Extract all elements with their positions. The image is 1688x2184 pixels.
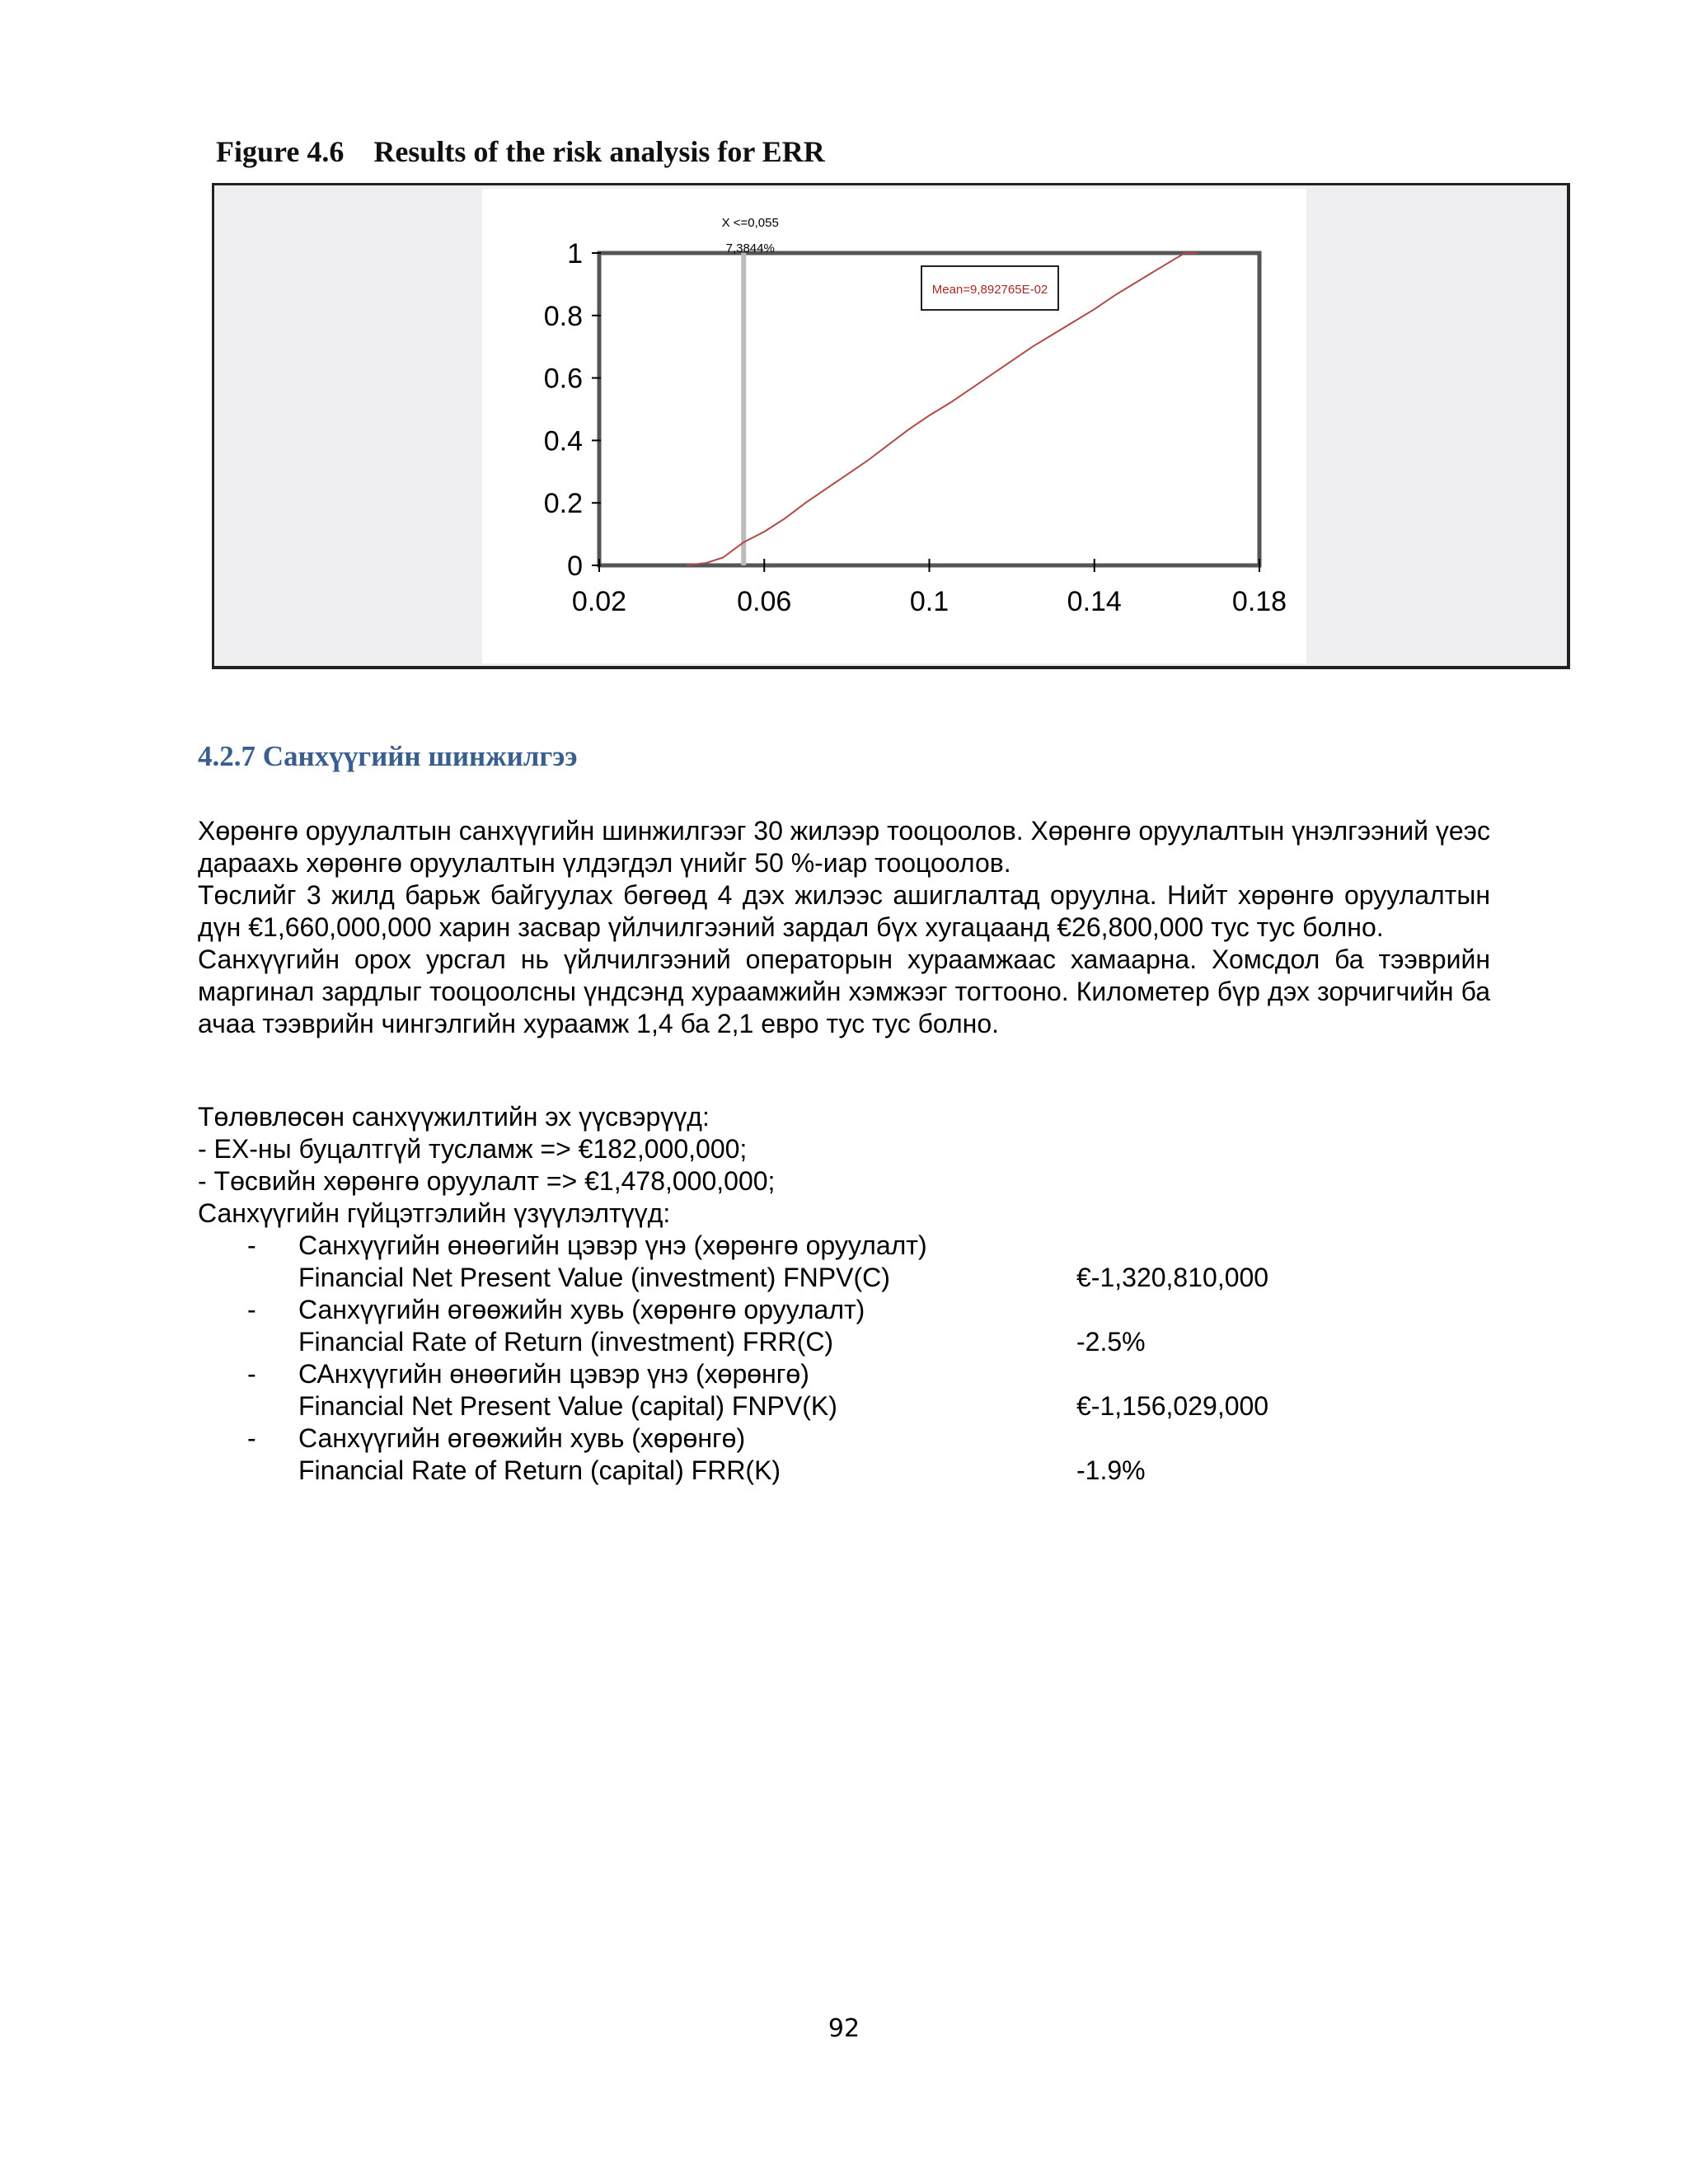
paragraph-investment: Төслийг 3 жилд барьж байгуулах бөгөөд 4 дэх жилээс ашиглалтад оруулна. Нийт хөрөнгө оруулалтын дүн €1,660,000,000 харин засвар үйлчилгээний зардал бүх хугацаанд €26,800,000 тус тус болно. bbox=[198, 880, 1490, 942]
y-tick-label: 0 bbox=[567, 551, 583, 582]
y-tick-label: 0.2 bbox=[543, 488, 583, 520]
indicator-row bbox=[198, 1294, 1490, 1358]
marker-label-percent: 7,3844% bbox=[725, 241, 775, 255]
funding-item: - ЕХ-ны буцалтгүй тусламж => €182,000,000; bbox=[198, 1134, 748, 1164]
indicator-value: -1.9% bbox=[1076, 1455, 1146, 1485]
mean-label: Mean=9,892765E-02 bbox=[931, 283, 1048, 297]
risk-analysis-chart bbox=[214, 185, 1568, 667]
indicator-value: -2.5% bbox=[1076, 1327, 1146, 1357]
list-dash: - bbox=[247, 1423, 256, 1453]
x-tick-label: 0.18 bbox=[1231, 586, 1287, 617]
figure-caption: Figure 4.6 Results of the risk analysis for ERR bbox=[216, 135, 825, 168]
marker-label-value: X <=0,055 bbox=[721, 216, 779, 230]
indicators-title: Санхүүгийн гүйцэтгэлийн үзүүлэлтүүд: bbox=[198, 1198, 671, 1228]
indicator-name-en: Financial Net Present Value (capital) FNPV(K) bbox=[298, 1391, 837, 1421]
x-tick-label: 0.14 bbox=[1067, 586, 1122, 617]
indicator-name-en: Financial Rate of Return (investment) FRR(C) bbox=[298, 1327, 834, 1357]
indicator-value: €-1,156,029,000 bbox=[1076, 1391, 1269, 1421]
intro-paragraphs bbox=[198, 815, 1490, 1040]
x-tick-label: 0.1 bbox=[909, 586, 950, 617]
indicator-name-mn: Санхүүгийн өгөөжийн хувь (хөрөнгө оруулалт) bbox=[298, 1295, 865, 1324]
indicators-list bbox=[198, 1230, 1490, 1487]
list-dash: - bbox=[247, 1359, 256, 1389]
funding-title: Төлөвлөсөн санхүүжилтийн эх үүсвэрүүд: bbox=[198, 1102, 710, 1132]
funding-item: - Төсвийн хөрөнгө оруулалт => €1,478,000,000; bbox=[198, 1166, 776, 1196]
indicator-name-en: Financial Net Present Value (investment) FNPV(C) bbox=[298, 1263, 890, 1292]
paragraph-revenue: Санхүүгийн орох урсгал нь үйлчилгээний операторын хураамжаас хамаарна. Хомсдол ба тээврийн маргинал зардлыг тооцоолсны үндсэнд хураамжийн хэмжээг тогтооно. Километер бүр дэх зорчигчийн ба ачаа тээврийн чингэлгийн хураамж 1,4 ба 2,1 евро тус тус болно. bbox=[198, 944, 1490, 1038]
indicator-name-mn: САнхүүгийн өнөөгийн цэвэр үнэ (хөрөнгө) bbox=[298, 1359, 809, 1389]
section-heading: 4.2.7 Санхүүгийн шинжилгээ bbox=[198, 740, 578, 772]
indicator-row bbox=[198, 1230, 1490, 1294]
funding-sources bbox=[198, 1101, 1490, 1230]
y-tick-label: 0.6 bbox=[543, 363, 583, 395]
list-dash: - bbox=[247, 1230, 256, 1260]
indicator-row bbox=[198, 1358, 1490, 1422]
indicator-row bbox=[198, 1422, 1490, 1487]
indicator-name-en: Financial Rate of Return (capital) FRR(K) bbox=[298, 1455, 781, 1485]
y-tick-label: 1 bbox=[567, 238, 583, 269]
paragraph-analysis-period: Хөрөнгө оруулалтын санхүүгийн шинжилгээг 30 жилээр тооцоолов. Хөрөнгө оруулалтын үнэлгээний үеэс дараахь хөрөнгө оруулалтын үлдэгдэл үнийг 50 %-иар тооцоолов. bbox=[198, 816, 1490, 878]
x-tick-label: 0.06 bbox=[737, 586, 792, 617]
figure-frame bbox=[212, 183, 1570, 669]
page-number: 92 bbox=[828, 2014, 860, 2043]
indicator-name-mn: Санхүүгийн өнөөгийн цэвэр үнэ (хөрөнгө оруулалт) bbox=[298, 1230, 927, 1260]
list-dash: - bbox=[247, 1295, 256, 1324]
x-tick-label: 0.02 bbox=[571, 586, 627, 617]
y-tick-label: 0.8 bbox=[543, 300, 583, 332]
indicator-value: €-1,320,810,000 bbox=[1076, 1263, 1269, 1292]
indicator-name-mn: Санхүүгийн өгөөжийн хувь (хөрөнгө) bbox=[298, 1423, 746, 1453]
y-tick-label: 0.4 bbox=[543, 425, 583, 457]
